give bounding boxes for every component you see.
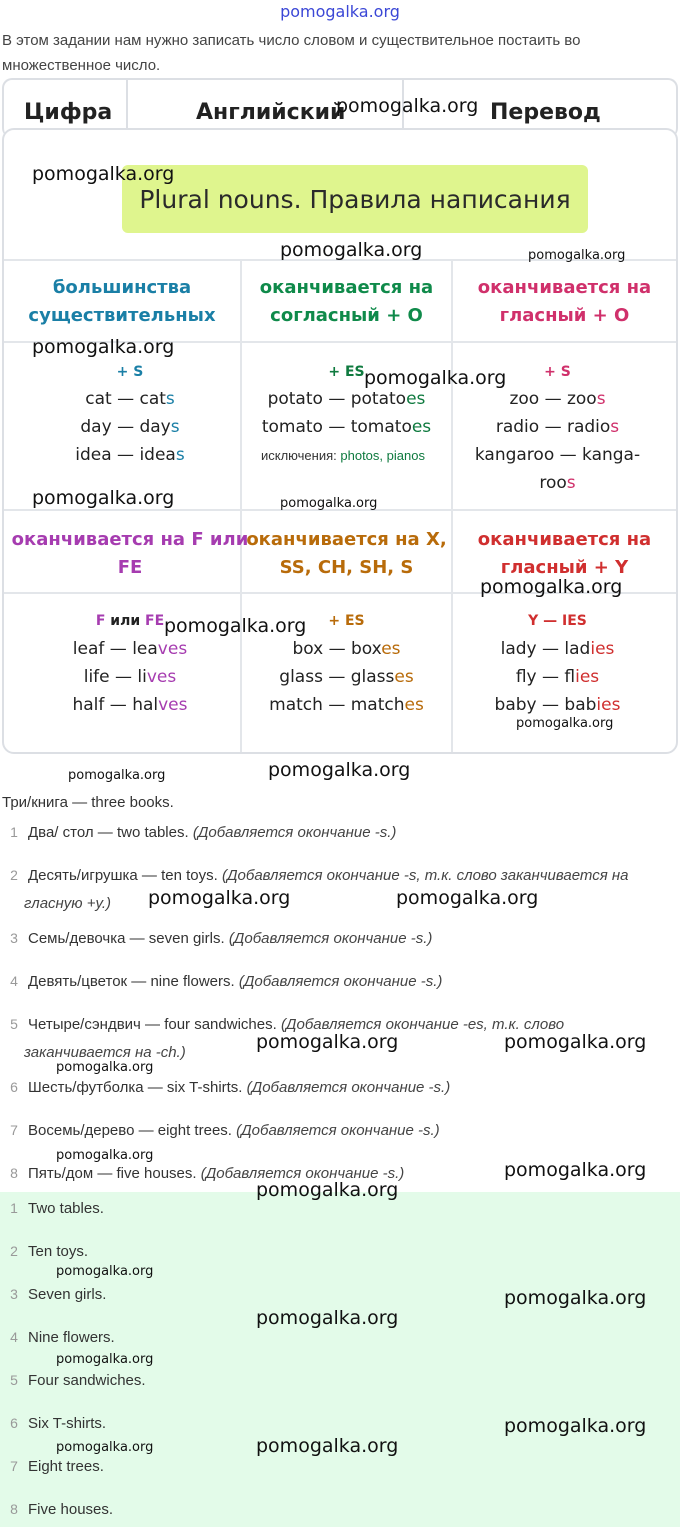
exceptions-note: исключения: photos, pianos (261, 448, 425, 463)
watermark-text: pomogalka.org (516, 716, 614, 731)
example-item: tomato — tomatoes (261, 417, 432, 437)
exercise-item: 3 Семь/девочка — seven girls. (Добавляется окончание -s.) (10, 930, 433, 947)
answer-item: 4 Nine flowers. (10, 1329, 115, 1346)
rule-mark: + ES (328, 364, 365, 380)
example-item: day — days (80, 417, 180, 437)
rule-mark: + S (544, 364, 571, 380)
example-item: cat — cats (85, 389, 175, 409)
exercise-item: 6 Шесть/футболка — six T-shirts. (Добавляется окончание -s.) (10, 1079, 451, 1096)
watermark-text: pomogalka.org (148, 887, 291, 909)
example-item: glass — glasses (279, 667, 414, 687)
rule-f-fe-title: оканчивается на F или FE (11, 529, 249, 578)
rule-mark: F или FE (95, 613, 165, 629)
header-english: Английский (196, 100, 346, 125)
header-translation: Перевод (490, 100, 601, 125)
answer-item: 2 Ten toys. (10, 1243, 89, 1260)
example-item: half — halves (72, 695, 188, 715)
rule-consonant-o-title: оканчивается на согласный + O (259, 277, 434, 326)
example-line: Три/книга — three books. (2, 794, 174, 811)
answer-item: 1 Two tables. (10, 1200, 104, 1217)
rule-mark: + ES (328, 613, 365, 629)
answer-item: 5 Four sandwiches. (10, 1372, 146, 1389)
exercise-item: 4 Девять/цветок — nine flowers. (Добавляется окончание -s.) (10, 973, 443, 990)
watermark-text: pomogalka.org (396, 887, 539, 909)
example-item: fly — flies (515, 667, 600, 687)
watermark-text: pomogalka.org (280, 239, 423, 261)
example-item: leaf — leaves (72, 639, 188, 659)
exercise-item: 7 Восемь/дерево — eight trees. (Добавляется окончание -s.) (10, 1122, 440, 1139)
rule-mark: + S (116, 364, 144, 380)
rules-title-banner: Plural nouns. Правила написания (122, 165, 588, 233)
exercise-note-cont: заканчивается на -ch.) (24, 1044, 186, 1061)
answer-item: 8 Five houses. (10, 1501, 114, 1518)
watermark-text: pomogalka.org (32, 336, 175, 358)
watermark-text: pomogalka.org (56, 1264, 154, 1279)
watermark-text: pomogalka.org (68, 768, 166, 783)
watermark-text: pomogalka.org (56, 1060, 154, 1075)
table-header-divider (126, 80, 128, 130)
watermark-text: pomogalka.org (504, 1159, 647, 1181)
top-watermark: pomogalka.org (280, 2, 400, 21)
example-item: potato — potatoes (267, 389, 426, 409)
watermark-text: pomogalka.org (480, 576, 623, 598)
watermark-text: pomogalka.org (56, 1352, 154, 1367)
example-item: lady — ladies (500, 639, 615, 659)
example-item: kangaroo — kanga- (474, 445, 641, 465)
example-item: radio — radios (495, 417, 620, 437)
rule-mark: Y — IES (528, 613, 587, 629)
watermark-text: pomogalka.org (280, 496, 378, 511)
header-cifra: Цифра (24, 100, 113, 125)
watermark-text: pomogalka.org (164, 615, 307, 637)
answer-item: 7 Eight trees. (10, 1458, 104, 1475)
example-item: baby — babies (494, 695, 621, 715)
example-item: idea — ideas (75, 445, 185, 465)
watermark-text: pomogalka.org (364, 367, 507, 389)
watermark-text: pomogalka.org (256, 1307, 399, 1329)
example-item: zoo — zoos (509, 389, 606, 409)
exercise-note-cont: гласную +y.) (24, 895, 112, 912)
watermark-text: pomogalka.org (32, 163, 175, 185)
exercise-item: 2 Десять/игрушка — ten toys. (Добавляется окончание -s, т.к. слово заканчивается на (10, 867, 629, 884)
watermark-text: pomogalka.org (504, 1287, 647, 1309)
answer-item: 3 Seven girls. (10, 1286, 107, 1303)
exercise-item: 8 Пять/дом — five houses. (Добавляется окончание -s.) (10, 1165, 405, 1182)
watermark-text: pomogalka.org (256, 1031, 399, 1053)
watermark-text: pomogalka.org (336, 95, 479, 117)
watermark-text: pomogalka.org (268, 759, 411, 781)
rule-vowel-y-title: оканчивается на гласный + Y (477, 529, 652, 578)
watermark-text: pomogalka.org (256, 1179, 399, 1201)
exercise-item: 5 Четыре/сэндвич — four sandwiches. (Добавляется окончание -es, т.к. слово (10, 1016, 565, 1033)
watermark-text: pomogalka.org (504, 1415, 647, 1437)
watermark-text: pomogalka.org (56, 1148, 154, 1163)
rule-most-nouns-title: большинства существительных (28, 277, 216, 326)
answer-item: 6 Six T-shirts. (10, 1415, 107, 1432)
rule-x-ss-ch-title: оканчивается на X, SS, CH, SH, S (246, 529, 447, 578)
example-item: box — boxes (292, 639, 401, 659)
watermark-text: pomogalka.org (528, 248, 626, 263)
watermark-text: pomogalka.org (256, 1435, 399, 1457)
exercise-item: 1 Два/ стол — two tables. (Добавляется окончание -s.) (10, 824, 397, 841)
watermark-text: pomogalka.org (56, 1440, 154, 1455)
watermark-text: pomogalka.org (504, 1031, 647, 1053)
intro-text: В этом задании нам нужно записать число словом и существительное постаить во множественное число. (2, 32, 581, 74)
example-item: match — matches (269, 695, 424, 715)
rule-vowel-o-title: оканчивается на гласный + O (477, 277, 652, 326)
example-item: life — lives (83, 667, 177, 687)
example-item: roos (539, 473, 576, 493)
watermark-text: pomogalka.org (32, 487, 175, 509)
